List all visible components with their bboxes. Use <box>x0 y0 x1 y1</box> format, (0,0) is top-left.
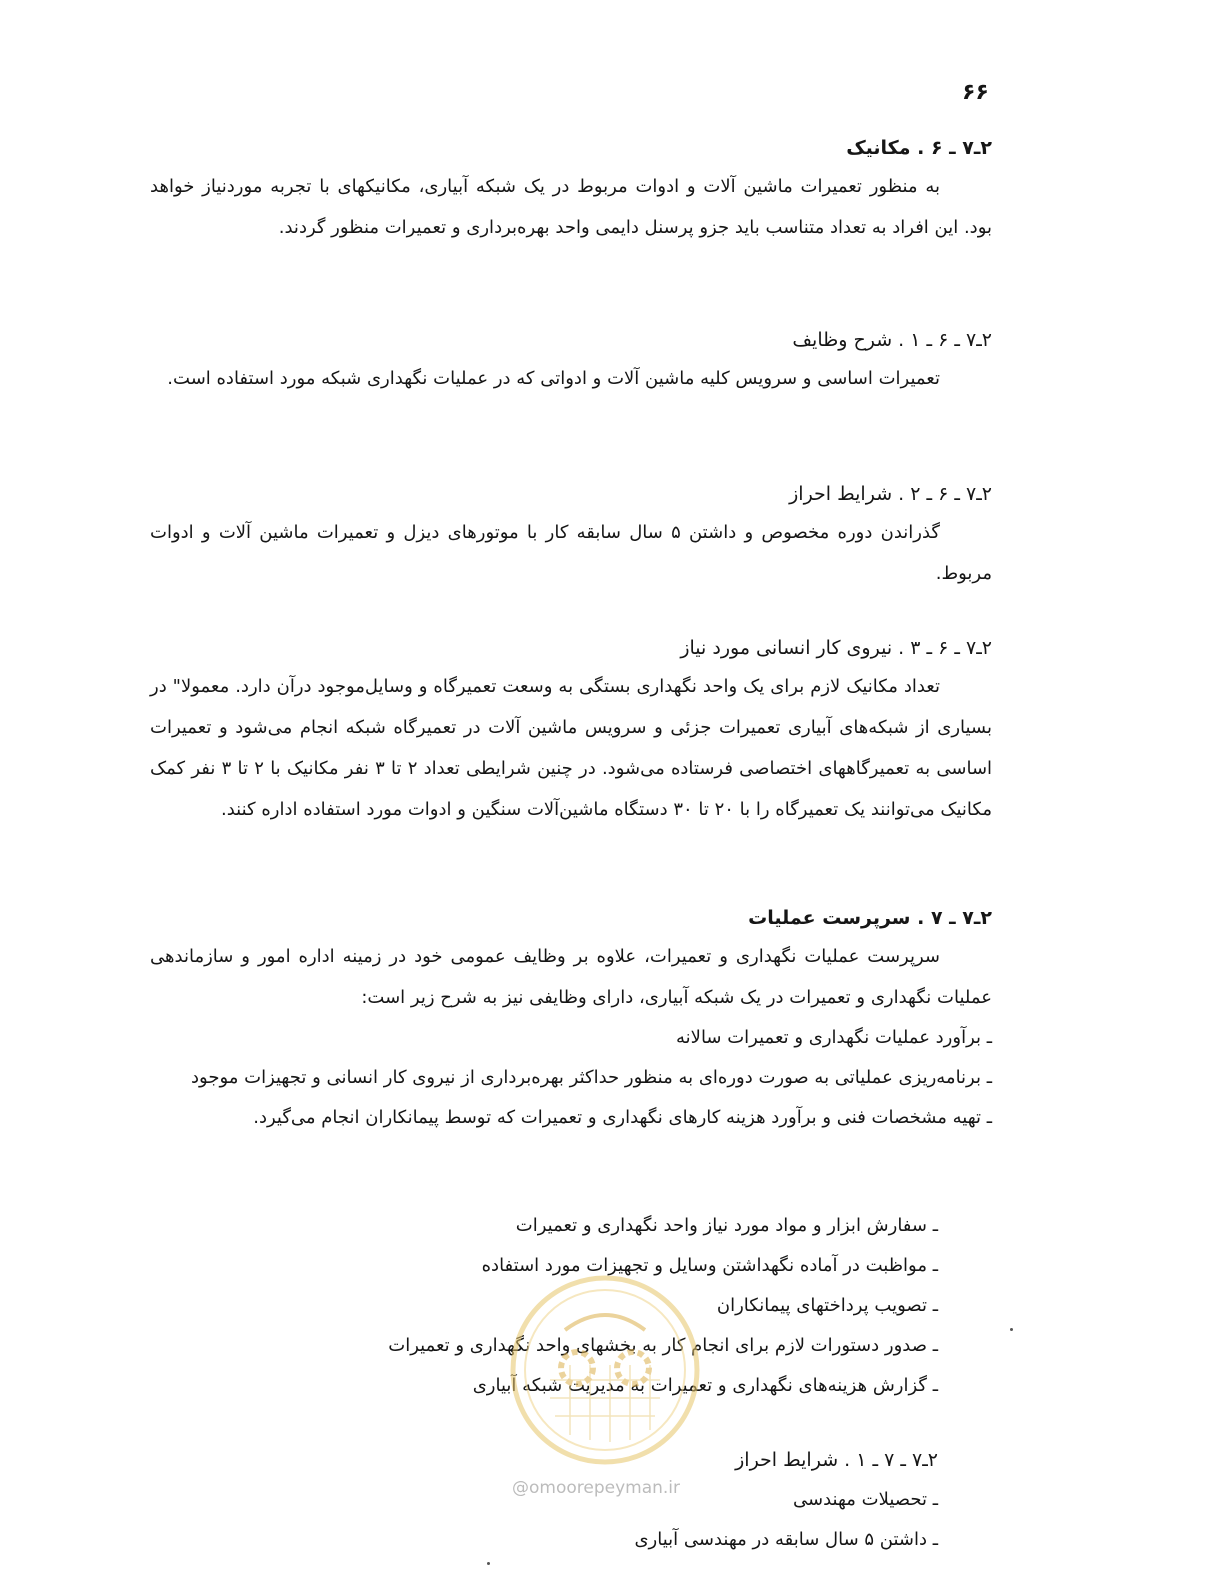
section-paragraph: گذراندن دوره مخصوص و داشتن ۵ سال سابقه کار با موتورهای دیزل و تعمیرات ماشین آلات و ادوات مربوط. <box>150 522 992 584</box>
section-supervisor-qualifications <box>238 1440 938 1560</box>
section-mechanic-workforce <box>150 630 992 830</box>
watermark-url: @omoorepeyman.ir <box>512 1478 681 1498</box>
list-item: ـ برآورد عملیات نگهداری و تعمیرات سالانه <box>676 1027 992 1048</box>
list-item: ـ صدور دستورات لازم برای انجام کار به بخشهای واحد نگهداری و تعمیرات <box>388 1335 938 1356</box>
section-paragraph: به منظور تعمیرات ماشین آلات و ادوات مربوط در یک شبکه آبیاری، مکانیکهای با تجربه موردنیاز خواهد بود. این افراد به تعداد متناسب باید جزو پرسنل دایمی واحد بهره‌برداری و تعمیرات منظور گردند. <box>150 176 992 238</box>
page-number: ۶۶ <box>962 80 989 105</box>
section-mechanic-qualifications <box>150 476 992 594</box>
list-item: ـ تصویب پرداختهای پیمانکاران <box>716 1295 938 1316</box>
section-paragraph: تعداد مکانیک لازم برای یک واحد نگهداری بستگی به وسعت تعمیرگاه و وسایل‌موجود در‌آن دارد. معمولا" در بسیاری از شبکه‌های آبیاری تعمیرات جزئی و سرویس ماشین آلات در تعمیرگاه شبکه انجام می‌شود و تعمیرات اساسی به تعمیرگاههای اختصاصی فرستاده می‌شود. در چنین شرایطی تعداد ۲ تا ۳ نفر مکانیک با ۲ تا ۳ نفر کمک مکانیک می‌توانند یک تعمیرگاه را با ۲۰ تا ۳۰ دستگاه ماشین‌آلات سنگین و ادوات مورد استفاده اداره کنند. <box>150 676 993 820</box>
section-heading: ۲ـ۷ ـ ۷ . سرپرست عملیات <box>748 907 992 929</box>
supervisor-duty-list <box>178 1206 938 1406</box>
section-heading: ۲ـ۷ ـ ۶ ـ ۳ . نیروی کار انسانی مورد نیاز <box>680 637 992 659</box>
list-item: ـ تهیه مشخصات فنی و برآورد هزینه کارهای نگهداری و تعمیرات که توسط پیمانکاران انجام می‌گیرد. <box>253 1107 992 1128</box>
section-operations-supervisor <box>150 900 992 1138</box>
speck <box>487 1562 490 1565</box>
section-paragraph: تعمیرات اساسی و سرویس کلیه ماشین آلات و ادواتی که در عملیات نگهداری شبکه مورد استفاده است. <box>167 368 940 389</box>
list-item: ـ تحصیلات مهندسی <box>793 1489 938 1510</box>
list-item: ـ داشتن ۵ سال سابقه در مهندسی آبیاری <box>634 1529 938 1550</box>
section-heading: ۲ـ۷ ـ ۶ ـ ۱ . شرح وظایف <box>792 329 992 351</box>
list-item: ـ گزارش هزینه‌های نگهداری و تعمیرات به مدیریت شبکه آبیاری <box>472 1375 938 1396</box>
section-mechanic <box>150 130 992 248</box>
section-heading: ۲ـ۷ ـ ۶ ـ ۲ . شرایط احراز <box>789 483 992 505</box>
speck <box>1010 1328 1013 1331</box>
section-heading: ۲ـ۷ ـ ۶ . مکانیک <box>846 137 992 159</box>
section-paragraph: سرپرست عملیات نگهداری و تعمیرات، علاوه بر وظایف عمومی خود در زمینه اداره امور و سازماندهی عملیات نگهداری و تعمیرات در یک شبکه آبیاری، دارای وظایفی نیز به شرح زیر است: <box>150 946 992 1008</box>
section-mechanic-duties <box>150 322 992 399</box>
list-item: ـ سفارش ابزار و مواد مورد نیاز واحد نگهداری و تعمیرات <box>515 1215 938 1236</box>
section-heading: ۲ـ۷ ـ ۷ ـ ۱ . شرایط احراز <box>735 1449 938 1471</box>
list-item: ـ برنامه‌ریزی عملیاتی به صورت دوره‌ای به منظور حداکثر بهره‌برداری از نیروی کار انسانی و تجهیزات موجود <box>191 1067 992 1088</box>
list-item: ـ مواظبت در آماده نگهداشتن وسایل و تجهیزات مورد استفاده <box>481 1255 938 1276</box>
